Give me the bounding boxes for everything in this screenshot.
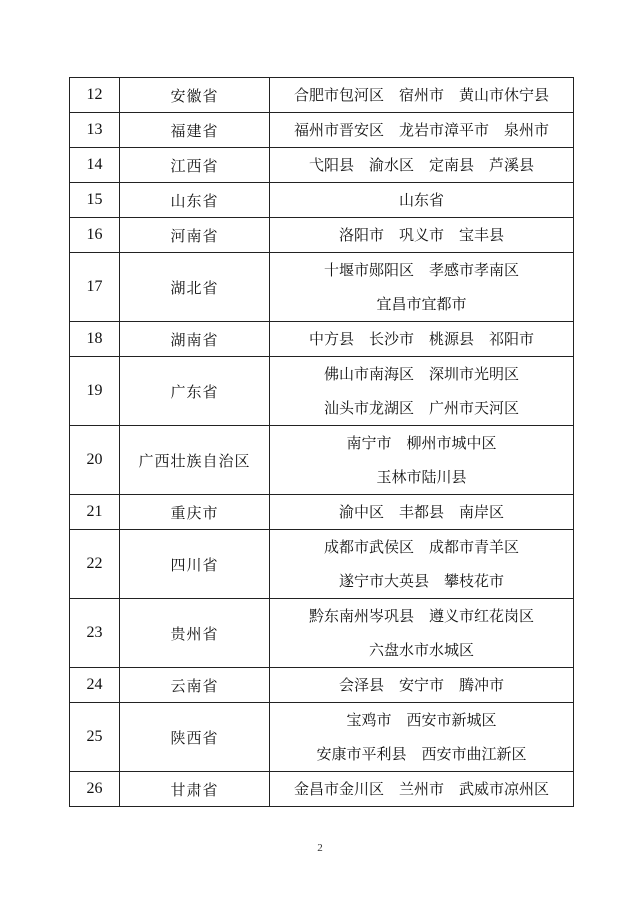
province-cell: 河南省 (120, 218, 270, 253)
province-cell: 安徽省 (120, 78, 270, 113)
row-number-cell: 15 (70, 183, 120, 218)
table-row (70, 426, 574, 495)
province-cell: 湖北省 (120, 253, 270, 322)
row-number-cell: 13 (70, 113, 120, 148)
places-cell (270, 218, 574, 253)
places-line: 洛阳市 巩义市 宝丰县 (338, 226, 504, 244)
row-number-cell: 25 (70, 703, 120, 772)
table-row (70, 78, 574, 113)
table-row (70, 703, 574, 772)
places-cell (270, 357, 574, 426)
places-line: 六盘水市水城区 (368, 641, 474, 659)
places-line: 佛山市南海区 深圳市光明区 (323, 365, 519, 383)
province-cell: 甘肃省 (120, 772, 270, 807)
places-cell (270, 78, 574, 113)
row-number-cell: 16 (70, 218, 120, 253)
province-cell: 福建省 (120, 113, 270, 148)
region-table (69, 77, 574, 807)
table-row (70, 113, 574, 148)
province-cell: 陕西省 (120, 703, 270, 772)
row-number-cell: 14 (70, 148, 120, 183)
places-line: 金昌市金川区 兰州市 武威市凉州区 (293, 780, 549, 798)
places-line: 成都市武侯区 成都市青羊区 (323, 538, 519, 556)
table-row (70, 322, 574, 357)
province-cell: 重庆市 (120, 495, 270, 530)
places-cell (270, 599, 574, 668)
province-cell: 江西省 (120, 148, 270, 183)
places-line: 宝鸡市 西安市新城区 (346, 711, 497, 729)
places-line: 十堰市郧阳区 孝感市孝南区 (323, 261, 519, 279)
places-cell (270, 703, 574, 772)
places-cell (270, 495, 574, 530)
row-number-cell: 24 (70, 668, 120, 703)
row-number-cell: 22 (70, 530, 120, 599)
places-line: 安康市平利县 西安市曲江新区 (316, 745, 527, 763)
places-cell (270, 253, 574, 322)
table-row (70, 253, 574, 322)
province-cell: 四川省 (120, 530, 270, 599)
places-cell (270, 183, 574, 218)
province-cell: 贵州省 (120, 599, 270, 668)
row-number-cell: 21 (70, 495, 120, 530)
places-line: 黔东南州岑巩县 遵义市红花岗区 (308, 607, 534, 625)
places-cell (270, 148, 574, 183)
places-line: 中方县 长沙市 桃源县 祁阳市 (308, 330, 534, 348)
places-line: 玉林市陆川县 (376, 468, 467, 486)
province-cell: 湖南省 (120, 322, 270, 357)
table-row (70, 772, 574, 807)
row-number-cell: 17 (70, 253, 120, 322)
places-line: 合肥市包河区 宿州市 黄山市休宁县 (293, 86, 549, 104)
places-line: 福州市晋安区 龙岩市漳平市 泉州市 (293, 121, 549, 139)
places-cell (270, 113, 574, 148)
page-number: 2 (317, 842, 323, 854)
row-number-cell: 12 (70, 78, 120, 113)
region-table-body (70, 78, 574, 807)
places-cell (270, 772, 574, 807)
places-cell (270, 322, 574, 357)
places-line: 宜昌市宜都市 (376, 295, 467, 313)
places-line: 弋阳县 渝水区 定南县 芦溪县 (308, 156, 534, 174)
province-cell: 广东省 (120, 357, 270, 426)
table-row (70, 668, 574, 703)
places-line: 渝中区 丰都县 南岸区 (338, 503, 504, 521)
province-cell: 山东省 (120, 183, 270, 218)
row-number-cell: 18 (70, 322, 120, 357)
province-cell: 云南省 (120, 668, 270, 703)
places-line: 山东省 (398, 191, 444, 209)
table-row (70, 530, 574, 599)
places-cell (270, 530, 574, 599)
table-row (70, 148, 574, 183)
row-number-cell: 26 (70, 772, 120, 807)
table-row (70, 183, 574, 218)
table-row (70, 218, 574, 253)
table-row (70, 357, 574, 426)
row-number-cell: 19 (70, 357, 120, 426)
table-row (70, 599, 574, 668)
row-number-cell: 20 (70, 426, 120, 495)
row-number-cell: 23 (70, 599, 120, 668)
places-line: 遂宁市大英县 攀枝花市 (338, 572, 504, 590)
province-cell: 广西壮族自治区 (120, 426, 270, 495)
places-cell (270, 426, 574, 495)
table-row (70, 495, 574, 530)
places-line: 南宁市 柳州市城中区 (346, 434, 497, 452)
places-cell (270, 668, 574, 703)
places-line: 汕头市龙湖区 广州市天河区 (323, 399, 519, 417)
places-line: 会泽县 安宁市 腾冲市 (338, 676, 504, 694)
